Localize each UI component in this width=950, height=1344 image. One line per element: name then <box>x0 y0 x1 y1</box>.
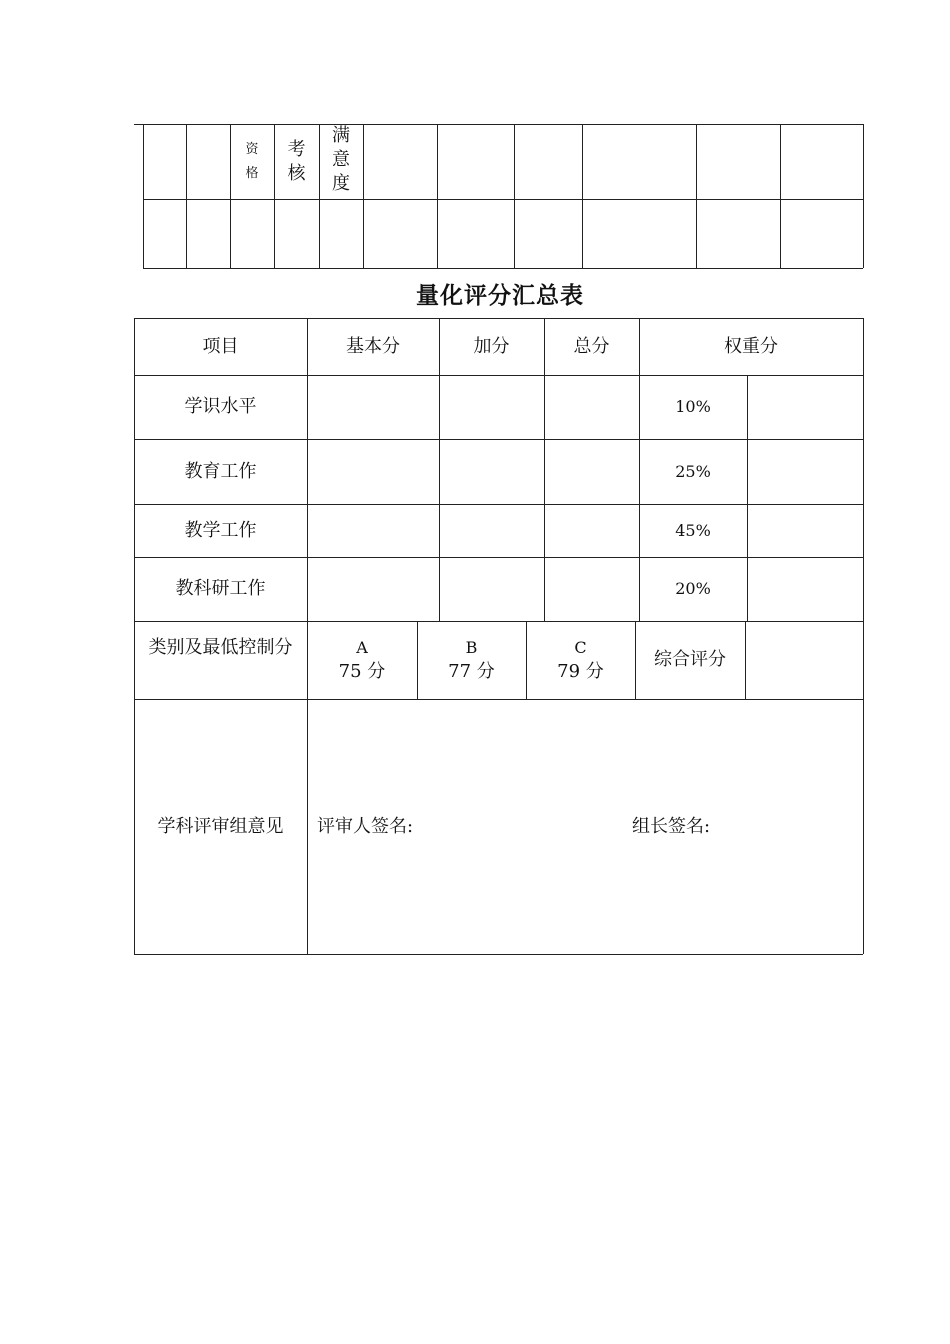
header-item: 项目 <box>202 335 239 357</box>
summary-border-bottom <box>134 954 863 955</box>
header-bonus: 加分 <box>473 335 510 357</box>
qualification-header: 资 格 <box>245 141 259 181</box>
table-corner-mark <box>134 124 143 125</box>
top-table-row-divider <box>143 199 863 200</box>
top-table-col-line <box>863 124 864 268</box>
row-weight: 20% <box>675 579 711 598</box>
row-weight: 10% <box>675 397 711 416</box>
row-item-label: 教育工作 <box>184 460 257 482</box>
top-table-border-bottom <box>143 268 863 269</box>
category-col-line <box>745 621 746 699</box>
category-grade: C <box>574 638 587 657</box>
top-table-col-line <box>143 124 144 268</box>
top-table-col-line <box>437 124 438 268</box>
top-table-col-line <box>363 124 364 268</box>
top-table-col-line <box>186 124 187 268</box>
category-b <box>417 621 526 699</box>
category-grade: B <box>465 638 478 657</box>
opinion-label: 学科评审组意见 <box>157 815 284 837</box>
summary-col-line <box>747 375 748 621</box>
top-table-col-line <box>780 124 781 268</box>
header-weighted: 权重分 <box>724 335 778 357</box>
top-table-col-line <box>582 124 583 268</box>
summary-title: 量化评分汇总表 <box>416 283 584 309</box>
top-table-col-line <box>696 124 697 268</box>
row-weight: 45% <box>675 520 711 540</box>
row-weight: 25% <box>675 461 711 481</box>
row-item-label: 教科研工作 <box>175 578 266 599</box>
category-grade: A <box>356 638 368 657</box>
reviewer-signature-label: 评审人签名: <box>317 816 414 837</box>
assessment-header: 考 核 <box>287 138 306 184</box>
row-item-label: 教学工作 <box>184 519 257 541</box>
top-table-col-line <box>514 124 515 268</box>
category-min-score: 77 分 <box>448 661 495 682</box>
category-label: 类别及最低控制分 <box>148 637 293 658</box>
row-item-label: 学识水平 <box>184 396 257 417</box>
overall-score-label: 综合评分 <box>654 649 726 670</box>
leader-signature-label: 组长签名: <box>632 816 711 837</box>
summary-border-right <box>863 318 864 954</box>
category-min-score: 79 分 <box>557 661 604 682</box>
category-c <box>526 621 635 699</box>
category-min-score: 75 分 <box>338 661 386 682</box>
header-base-score: 基本分 <box>346 335 400 357</box>
header-total: 总分 <box>573 335 610 357</box>
category-a <box>307 621 417 699</box>
satisfaction-header: 满 意 度 <box>332 125 350 194</box>
